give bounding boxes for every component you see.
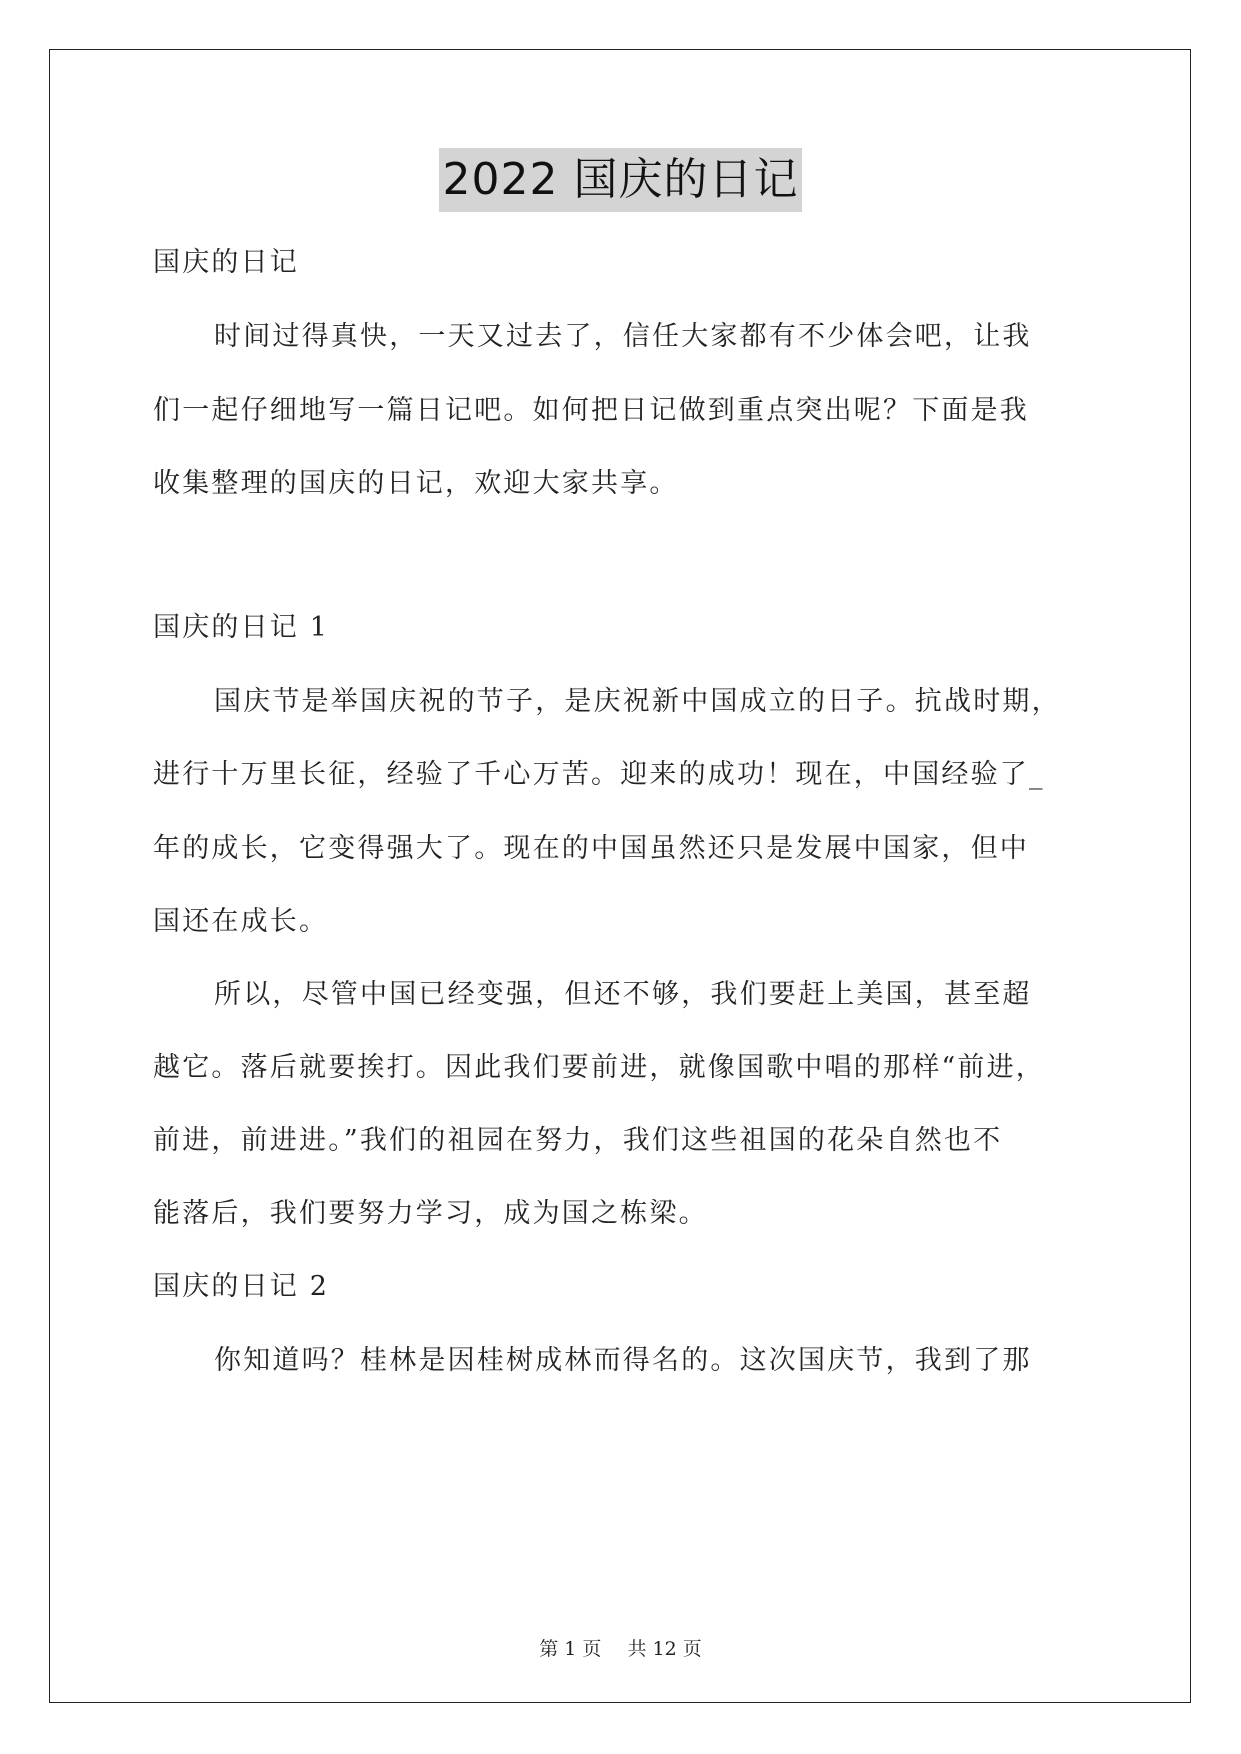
heading-diary-2: 国庆的日记 2 bbox=[153, 1271, 330, 1302]
paragraph-line: 收集整理的国庆的日记，欢迎大家共享。 bbox=[153, 468, 679, 499]
paragraph-line: 越它。落后就要挨打。因此我们要前进，就像国歌中唱的那样“前进， bbox=[153, 1052, 1046, 1083]
paragraph-line: 们一起仔细地写一篇日记吧。如何把日记做到重点突出呢？下面是我 bbox=[153, 395, 1029, 426]
paragraph-line: 所以，尽管中国已经变强，但还不够，我们要赶上美国，甚至超 bbox=[214, 979, 1032, 1010]
page-number: 第 1 页 bbox=[539, 1638, 602, 1660]
paragraph-line: 时间过得真快，一天又过去了，信任大家都有不少体会吧，让我 bbox=[214, 321, 1032, 352]
paragraph-line: 能落后，我们要努力学习，成为国之栋梁。 bbox=[153, 1198, 708, 1229]
page-footer bbox=[0, 1634, 1241, 1661]
title-container bbox=[0, 148, 1241, 212]
heading-diary-1: 国庆的日记 1 bbox=[153, 612, 330, 643]
paragraph-line: 国庆节是举国庆祝的节子，是庆祝新中国成立的日子。抗战时期， bbox=[214, 686, 1061, 717]
heading-intro: 国庆的日记 bbox=[153, 247, 299, 278]
paragraph-line: 你知道吗？桂林是因桂树成林而得名的。这次国庆节，我到了那 bbox=[214, 1345, 1032, 1376]
page-border bbox=[49, 49, 1191, 1703]
document-title: 2022 国庆的日记 bbox=[439, 148, 803, 212]
paragraph-line: 前进，前进进。”我们的祖园在努力，我们这些祖国的花朵自然也不 bbox=[153, 1125, 1003, 1156]
paragraph-line: 年的成长，它变得强大了。现在的中国虽然还只是发展中国家，但中 bbox=[153, 833, 1029, 864]
paragraph-line: 国还在成长。 bbox=[153, 906, 329, 937]
paragraph-line: 进行十万里长征，经验了千心万苦。迎来的成功！现在，中国经验了_ bbox=[153, 759, 1045, 790]
page-total: 共 12 页 bbox=[627, 1638, 702, 1660]
